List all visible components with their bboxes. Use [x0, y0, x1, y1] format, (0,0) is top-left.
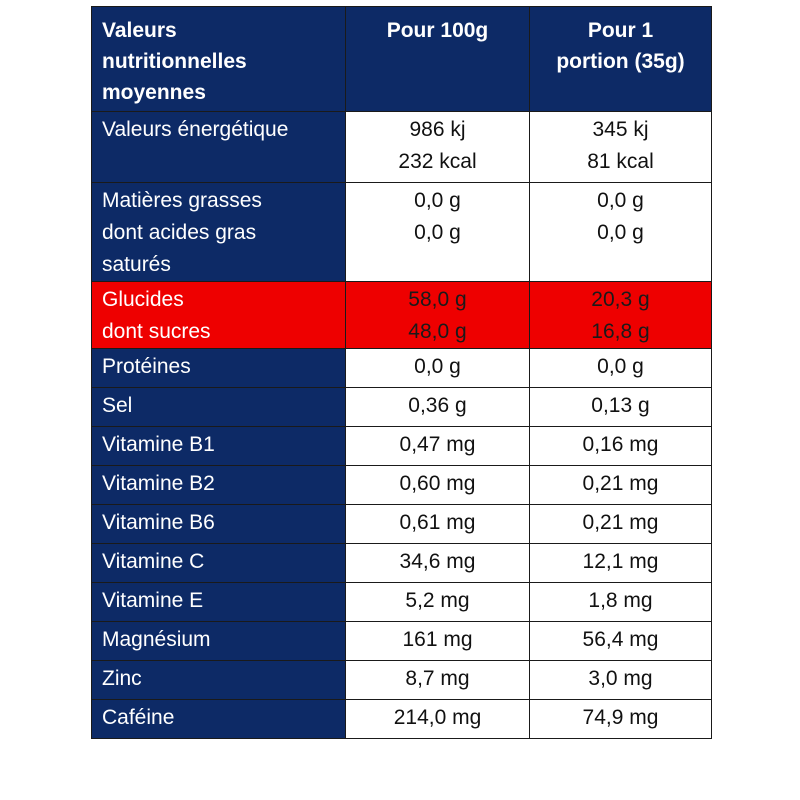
nutrient-label-line: Matières grasses: [102, 189, 262, 212]
per100-value: 161 mg: [346, 622, 530, 661]
nutrient-label-line: dont acides gras: [102, 221, 257, 244]
header-nutrient-line: moyennes: [102, 81, 206, 104]
per100-value-line: 986 kj: [409, 118, 466, 141]
header-per-100g-line: Pour 100g: [386, 19, 489, 42]
table-row: [92, 505, 712, 544]
table-row: [92, 388, 712, 427]
nutrient-label: Caféine: [92, 700, 346, 739]
per100-value: [346, 112, 530, 183]
per100-value: 34,6 mg: [346, 544, 530, 583]
per100-value: 0,60 mg: [346, 466, 530, 505]
portion-value: [530, 282, 712, 349]
portion-value: [530, 112, 712, 183]
nutrient-label: Vitamine E: [92, 583, 346, 622]
portion-value: 0,21 mg: [530, 505, 712, 544]
portion-value: 12,1 mg: [530, 544, 712, 583]
nutrient-label: Vitamine B2: [92, 466, 346, 505]
nutrient-label: [92, 282, 346, 349]
portion-value: 0,13 g: [530, 388, 712, 427]
table-row: [92, 583, 712, 622]
per100-value: [346, 282, 530, 349]
table-row-carbohydrates: [92, 282, 712, 349]
per100-value-line: 48,0 g: [408, 320, 467, 343]
per100-value: 0,36 g: [346, 388, 530, 427]
header-nutrient-line: nutritionnelles: [102, 50, 247, 73]
table-row: [92, 700, 712, 739]
per100-value: 0,0 g: [346, 349, 530, 388]
per100-value: [346, 183, 530, 282]
header-per-portion: [530, 7, 712, 112]
nutrient-label: Vitamine B6: [92, 505, 346, 544]
per100-value: 0,47 mg: [346, 427, 530, 466]
portion-value: [530, 183, 712, 282]
nutrient-label-line: dont sucres: [102, 320, 211, 343]
nutrient-label: [92, 183, 346, 282]
nutrient-label: Sel: [92, 388, 346, 427]
portion-value-line: 20,3 g: [591, 288, 650, 311]
table-row: [92, 661, 712, 700]
portion-value-line: 345 kj: [592, 118, 649, 141]
nutrient-label: Protéines: [92, 349, 346, 388]
table-row-energy: [92, 112, 712, 183]
portion-value: 0,16 mg: [530, 427, 712, 466]
portion-value-line: 81 kcal: [587, 150, 654, 173]
per100-value-line: 0,0 g: [414, 189, 461, 212]
portion-value: 0,0 g: [530, 349, 712, 388]
header-nutrient: [92, 7, 346, 112]
nutrient-label: Zinc: [92, 661, 346, 700]
nutrient-label: [92, 112, 346, 183]
nutrient-label: Vitamine B1: [92, 427, 346, 466]
portion-value-line: 0,0 g: [597, 189, 644, 212]
nutrient-label-line: Glucides: [102, 288, 184, 311]
table-row: [92, 544, 712, 583]
per100-value-line: 58,0 g: [408, 288, 467, 311]
per100-value: 214,0 mg: [346, 700, 530, 739]
per100-value: 0,61 mg: [346, 505, 530, 544]
per100-value-line: 232 kcal: [398, 150, 477, 173]
nutrient-label-line: Valeurs énergétique: [102, 118, 289, 141]
table-row: [92, 622, 712, 661]
nutrition-table: [91, 6, 712, 739]
per100-value-line: 0,0 g: [414, 221, 461, 244]
header-per-portion-line: portion (35g): [556, 50, 685, 73]
table-row: [92, 349, 712, 388]
per100-value: 8,7 mg: [346, 661, 530, 700]
portion-value: 74,9 mg: [530, 700, 712, 739]
portion-value-line: 0,0 g: [597, 221, 644, 244]
portion-value: 3,0 mg: [530, 661, 712, 700]
nutrient-label-line: saturés: [102, 253, 171, 276]
nutrient-label: Vitamine C: [92, 544, 346, 583]
portion-value-line: 16,8 g: [591, 320, 650, 343]
per100-value: 5,2 mg: [346, 583, 530, 622]
header-nutrient-line: Valeurs: [102, 19, 177, 42]
header-per-100g: [346, 7, 530, 112]
portion-value: 0,21 mg: [530, 466, 712, 505]
portion-value: 1,8 mg: [530, 583, 712, 622]
table-row: [92, 427, 712, 466]
portion-value: 56,4 mg: [530, 622, 712, 661]
nutrient-label: Magnésium: [92, 622, 346, 661]
table-row: [92, 466, 712, 505]
header-per-portion-line: Pour 1: [587, 19, 654, 42]
header-row: [92, 7, 712, 112]
table-row-fat: [92, 183, 712, 282]
